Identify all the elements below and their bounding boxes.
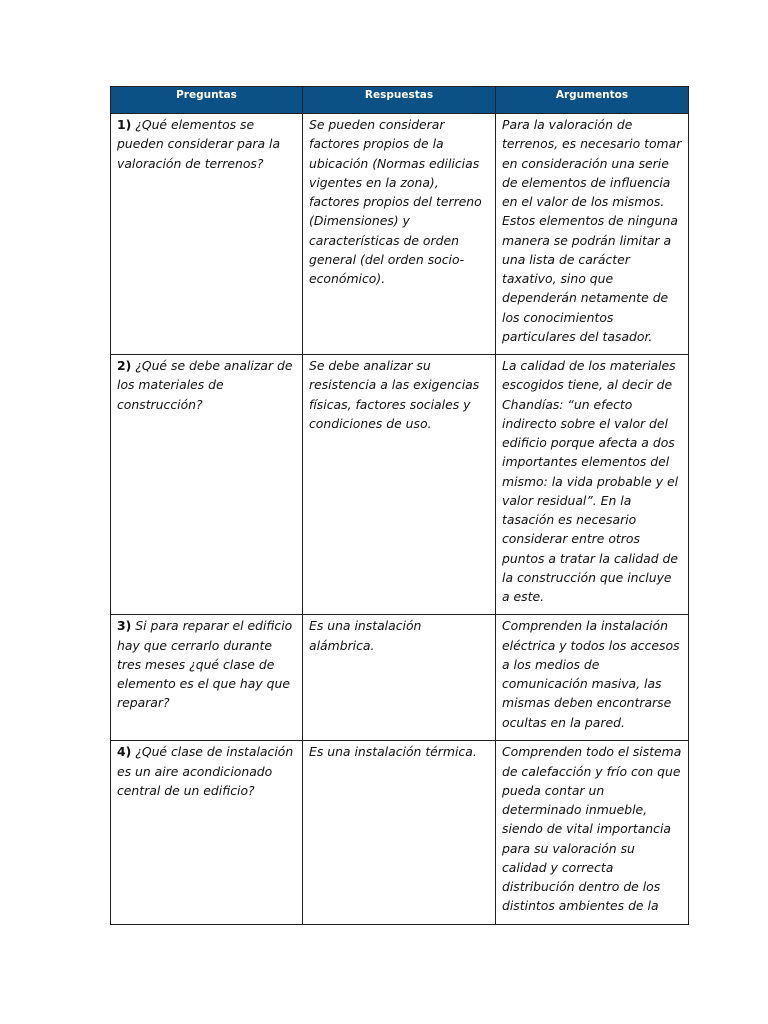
header-row (111, 87, 689, 114)
argument-cell: Para la valoración de terrenos, es necesario tomar en consideración una serie de elementos de influencia en el valor de los mismos. Estos elementos de ninguna manera se podrán limitar a una lista de carácter taxativo, sino que dependerán netamente de los conocimientos particulares del tasador. (496, 114, 689, 355)
question-number: 2) (117, 358, 132, 373)
argument-cell: Comprenden la instalación eléctrica y todos los accesos a los medios de comunicación masiva, las mismas deben encontrarse ocultas en la pared. (496, 615, 689, 741)
answer-cell: Se pueden considerar factores propios de la ubicación (Normas edilicias vigentes en la zona), factores propios del terreno (Dimensiones) y características de orden general (del orden socio-económico). (303, 114, 496, 355)
header-respuestas: Respuestas (303, 87, 496, 114)
question-text: Si para reparar el edificio hay que cerrarlo durante tres meses ¿qué clase de elemento es el que hay que reparar? (117, 618, 293, 711)
qa-table (110, 86, 689, 925)
question-cell (111, 114, 303, 355)
question-text: ¿Qué clase de instalación es un aire acondicionado central de un edificio? (117, 744, 294, 798)
answer-cell: Es una instalación alámbrica. (303, 615, 496, 741)
question-number: 3) (117, 618, 132, 634)
question-number: 4) (117, 744, 132, 760)
argument-cell: La calidad de los materiales escogidos tiene, al decir de Chandías: “un efecto indirecto sobre el valor del edificio porque afecta a dos importantes elementos del mismo: la vida probable y el valor residual”. En la tasación es necesario considerar entre otros puntos a tratar la calidad de la construcción que incluye a este. (496, 355, 689, 615)
table-row (111, 741, 689, 924)
question-number: 1) (117, 117, 132, 132)
answer-cell: Se debe analizar su resistencia a las exigencias físicas, factores sociales y condiciones de uso. (303, 355, 496, 615)
question-text: ¿Qué se debe analizar de los materiales de construcción? (117, 358, 293, 412)
question-cell (111, 355, 303, 615)
header-argumentos: Argumentos (496, 87, 689, 114)
question-text: ¿Qué elementos se pueden considerar para la valoración de terrenos? (117, 117, 281, 171)
header-preguntas: Preguntas (111, 87, 303, 114)
question-cell (111, 615, 303, 741)
table-row (111, 114, 689, 355)
table-row (111, 355, 689, 615)
table-row (111, 615, 689, 741)
question-cell (111, 741, 303, 924)
answer-cell: Es una instalación térmica. (303, 741, 496, 924)
argument-cell: Comprenden todo el sistema de calefacción y frío con que pueda contar un determinado inmueble, siendo de vital importancia para su valoración su calidad y correcta distribución dentro de los distintos ambientes de la (496, 741, 689, 924)
